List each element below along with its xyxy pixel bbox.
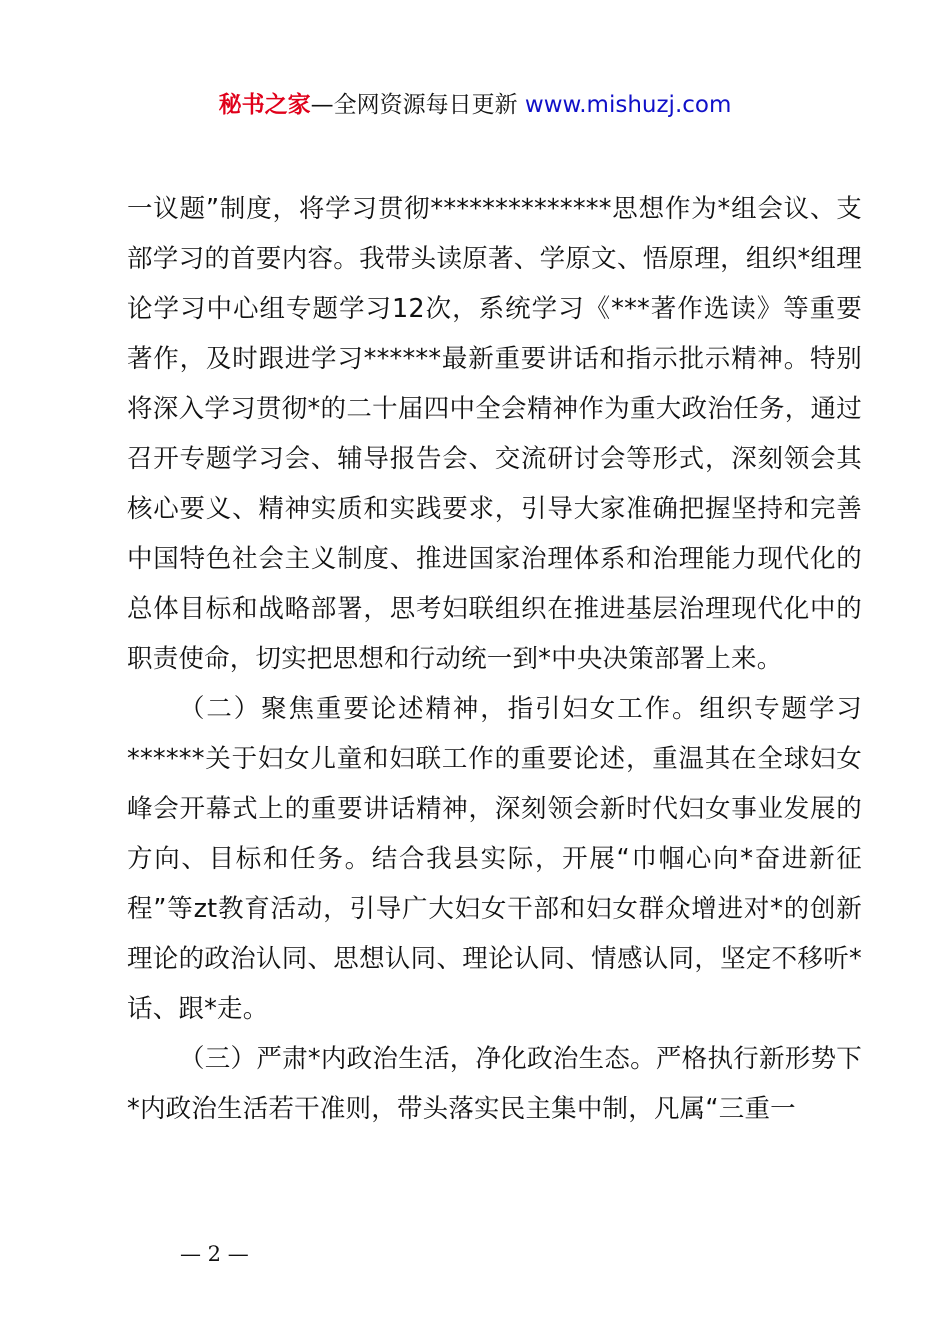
site-tagline: —全网资源每日更新 — [310, 92, 518, 118]
paragraph-section-2: （二）聚焦重要论述精神，指引妇女工作。组织专题学习******关于妇女儿童和妇联工作的重要论述，重温其在全球妇女峰会开幕式上的重要讲话精神，深刻领会新时代妇女事业发展的方向、目标和任务。结合我县实际，开展“巾帼心向*奋进新征程”等zt教育活动，引导广大妇女干部和妇女群众增进对*的创新理论的政治认同、思想认同、理论认同、情感认同，坚定不移听*话、跟*走。 — [127, 694, 862, 1024]
site-brand-name: 秘书之家 — [218, 92, 311, 118]
document-body — [127, 184, 862, 1134]
paragraph-continuation: 一议题”制度，将学习贯彻**************思想作为*组会议、支部学习的首要内容。我带头读原著、学原文、悟原理，组织*组理论学习中心组专题学习12次，系统学习《***著作选读》等重要著作，及时跟进学习******最新重要讲话和指示批示精神。特别将深入学习贯彻*的二十届四中全会精神作为重大政治任务，通过召开专题学习会、辅导报告会、交流研讨会等形式，深刻领会其核心要义、精神实质和实践要求，引导大家准确把握坚持和完善中国特色社会主义制度、推进国家治理体系和治理能力现代化的总体目标和战略部署，思考妇联组织在推进基层治理现代化中的职责使命，切实把思想和行动统一到*中央决策部署上来。 — [127, 194, 862, 674]
paragraph-section-3: （三）严肃*内政治生活，净化政治生态。严格执行新形势下*内政治生活若干准则，带头落实民主集中制，凡属“三重一 — [127, 1044, 862, 1124]
page-number: — 2 — — [180, 1242, 249, 1266]
site-header-banner — [0, 88, 950, 122]
site-url-link[interactable]: www.mishuzj.com — [524, 92, 732, 118]
